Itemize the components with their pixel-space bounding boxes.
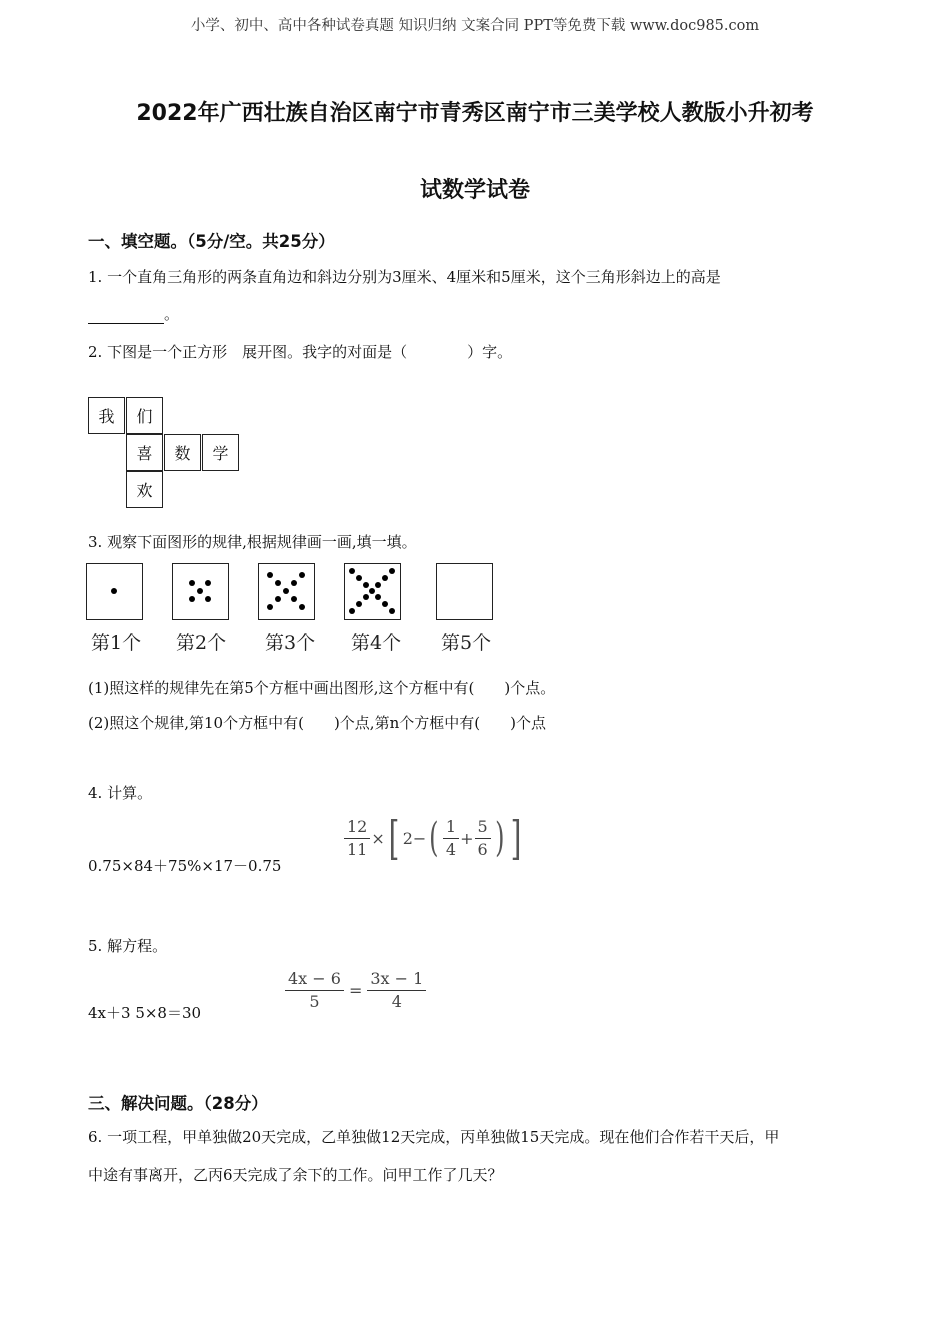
question-3-part-2: (2)照这个规律,第10个方框中有( )个点,第n个方框中有( )个点 xyxy=(88,714,546,732)
question-1-text: 1. 一个直角三角形的两条直角边和斜边分别为3厘米、4厘米和5厘米，这个三角形斜边上的高是 xyxy=(88,268,721,286)
question-1-end: 。 xyxy=(164,305,180,323)
question-4-text: 4. 计算。 xyxy=(88,784,153,802)
dot xyxy=(267,604,273,610)
dot xyxy=(299,604,305,610)
pattern-box-3 xyxy=(258,563,315,620)
dot xyxy=(275,580,281,586)
dot xyxy=(291,596,297,602)
question-2-text: 2. 下图是一个正方形 展开图。我字的对面是（ ）字。 xyxy=(88,343,513,361)
question-4-expression-2 xyxy=(343,811,525,865)
net-cell-xi: 喜 xyxy=(126,434,163,471)
dot xyxy=(111,588,117,594)
pattern-box-1 xyxy=(86,563,143,620)
question-3-text: 3. 观察下面图形的规律,根据规律画一画,填一填。 xyxy=(88,533,417,551)
dot xyxy=(267,572,273,578)
dot xyxy=(363,594,369,600)
pattern-label-1: 第1个 xyxy=(91,632,142,654)
minus-sign: − xyxy=(412,828,427,848)
fraction-5-6: $\frac{5}{6}$ xyxy=(475,816,491,861)
pattern-box-4 xyxy=(344,563,401,620)
dot xyxy=(283,588,289,594)
dot xyxy=(299,572,305,578)
fraction-12-11: $\frac{12}{11}$ xyxy=(344,816,370,861)
pattern-label-3: 第3个 xyxy=(265,632,316,654)
dot xyxy=(189,596,195,602)
net-cell-wo: 我 xyxy=(88,397,125,434)
dot xyxy=(356,601,362,607)
dot xyxy=(189,580,195,586)
number-two: 2 xyxy=(402,828,413,848)
question-6-line-2: 中途有事离开，乙丙6天完成了余下的工作。问甲工作了几天？ xyxy=(88,1166,503,1184)
dot xyxy=(375,582,381,588)
question-5-equation-1: 4x＋3 5×8＝30 xyxy=(88,1004,202,1022)
net-cell-men: 们 xyxy=(126,397,163,434)
dot xyxy=(389,568,395,574)
page-title-line1: 2022年广西壮族自治区南宁市青秀区南宁市三美学校人教版小升初考 xyxy=(136,101,814,126)
dot xyxy=(275,596,281,602)
fraction-right: $\frac{3x - 1}{4}$ xyxy=(367,968,426,1013)
net-cell-xue: 学 xyxy=(202,434,239,471)
question-5-text: 5. 解方程。 xyxy=(88,937,168,955)
section-problem-solving-heading: 三、解决问题。（28分） xyxy=(88,1094,268,1113)
dot xyxy=(197,588,203,594)
dot xyxy=(291,580,297,586)
pattern-box-5-empty[interactable] xyxy=(436,563,493,620)
dot xyxy=(349,608,355,614)
dot xyxy=(205,580,211,586)
dot xyxy=(382,575,388,581)
question-4-expression-1: 0.75×84＋75%×17－0.75 xyxy=(88,857,282,875)
question-6-line-1: 6. 一项工程，甲单独做20天完成，乙单独做12天完成，丙单独做15天完成。现在他们合作若干天后，甲 xyxy=(88,1128,780,1146)
dot xyxy=(349,568,355,574)
pattern-label-2: 第2个 xyxy=(176,632,227,654)
pattern-box-2 xyxy=(172,563,229,620)
right-paren: ) xyxy=(494,815,505,861)
question-3-part-1: (1)照这样的规律先在第5个方框中画出图形,这个方框中有( )个点。 xyxy=(88,679,556,697)
fraction-left: $\frac{4x - 6}{5}$ xyxy=(285,968,344,1013)
plus-sign: + xyxy=(460,828,474,848)
net-cell-huan: 欢 xyxy=(126,471,163,508)
dot xyxy=(356,575,362,581)
dot xyxy=(382,601,388,607)
left-paren: ( xyxy=(429,815,439,861)
section-fill-blank-heading: 一、填空题。（5分/空。共25分） xyxy=(88,232,335,251)
dot xyxy=(375,594,381,600)
question-5-equation-2 xyxy=(284,968,427,1013)
fraction-1-4: $\frac{1}{4}$ xyxy=(443,816,459,861)
right-bracket: ] xyxy=(510,811,522,865)
left-bracket: [ xyxy=(388,811,400,865)
page-title-line2: 试数学试卷 xyxy=(419,178,530,203)
question-1-answer-line xyxy=(88,303,179,324)
pattern-label-4: 第4个 xyxy=(351,632,402,654)
dot xyxy=(363,582,369,588)
times-sign: × xyxy=(371,828,385,848)
dot xyxy=(205,596,211,602)
dot xyxy=(389,608,395,614)
answer-blank[interactable] xyxy=(88,307,164,324)
page-header: 小学、初中、高中各种试卷真题 知识归纳 文案合同 PPT等免费下载 www.doc985.com xyxy=(190,18,760,34)
net-cell-shu: 数 xyxy=(164,434,201,471)
pattern-label-5: 第5个 xyxy=(441,632,492,654)
equals-sign: = xyxy=(348,981,363,1000)
dot xyxy=(369,588,375,594)
